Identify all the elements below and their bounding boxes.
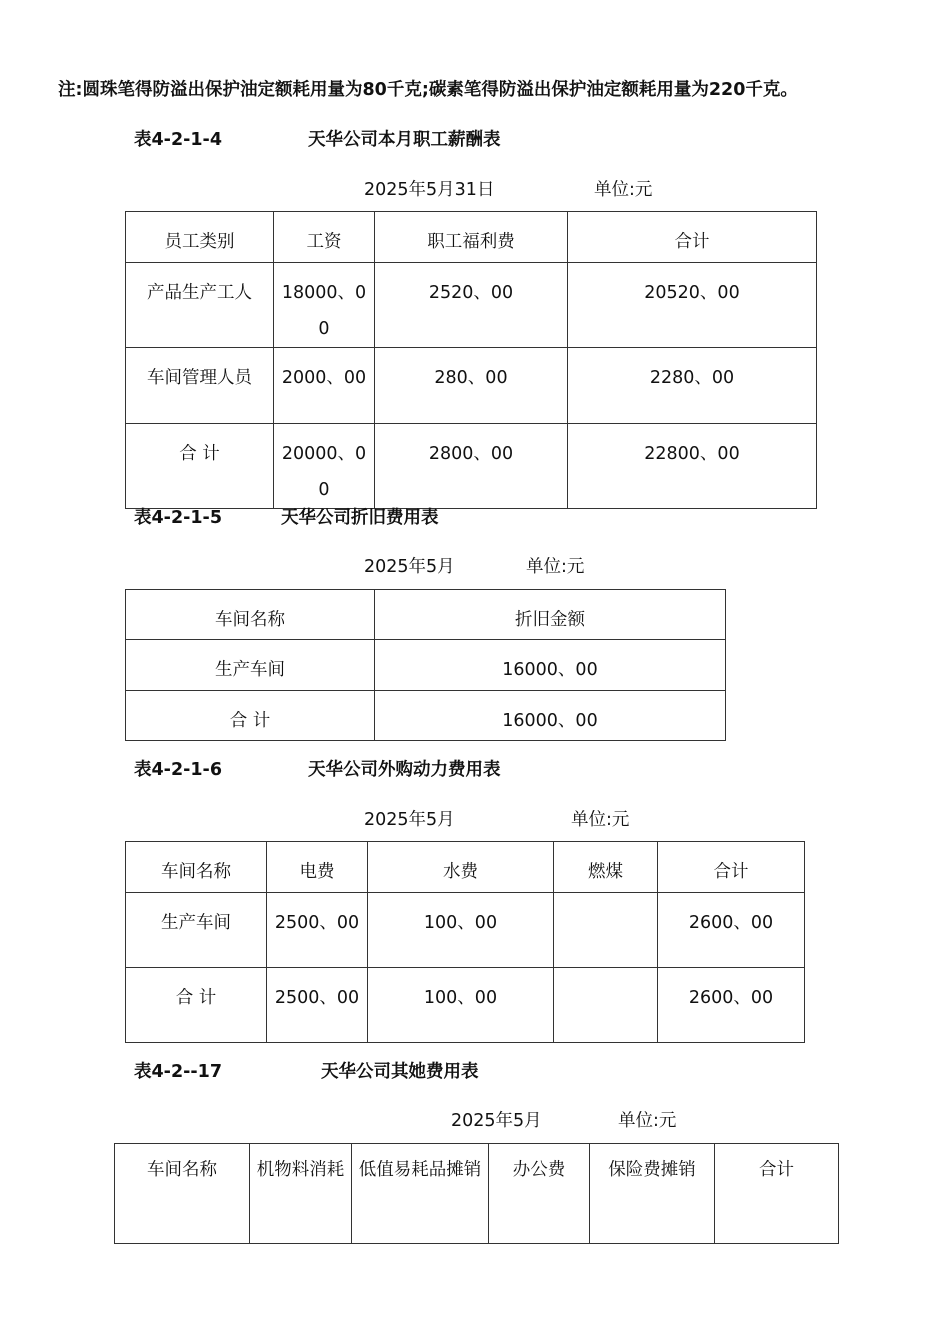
table-cell: 100、00 bbox=[368, 968, 554, 1043]
header-cell: 员工类别 bbox=[126, 212, 274, 263]
table-header-row bbox=[126, 590, 726, 640]
table-total-row bbox=[126, 424, 817, 509]
header-cell: 保险费摊销 bbox=[590, 1144, 715, 1244]
table-row bbox=[126, 893, 805, 968]
table-header-row bbox=[126, 842, 805, 893]
table-title: 天华公司折旧费用表 bbox=[281, 508, 439, 528]
table-title: 天华公司本月职工薪酬表 bbox=[308, 130, 501, 150]
header-cell: 合计 bbox=[715, 1144, 839, 1244]
table-unit: 单位:元 bbox=[618, 1111, 677, 1131]
table-cell: 20520、00 bbox=[568, 263, 817, 348]
header-cell: 办公费 bbox=[489, 1144, 590, 1244]
table-cell: 2500、00 bbox=[267, 968, 368, 1043]
table-total-row bbox=[126, 691, 726, 741]
table-cell: 280、00 bbox=[375, 348, 568, 424]
table-cell bbox=[554, 893, 658, 968]
table-date: 2025年5月 bbox=[364, 557, 455, 577]
table-number: 表4-2-1-6 bbox=[134, 760, 222, 780]
other-expenses-table bbox=[114, 1143, 839, 1244]
table-cell: 车间管理人员 bbox=[126, 348, 274, 424]
table-cell: 20000、00 bbox=[274, 424, 375, 509]
table-number: 表4-2-1-5 bbox=[134, 508, 222, 528]
table-total-row bbox=[126, 968, 805, 1043]
table-unit: 单位:元 bbox=[571, 810, 630, 830]
table-cell: 22800、00 bbox=[568, 424, 817, 509]
table-row bbox=[126, 263, 817, 348]
header-cell: 折旧金额 bbox=[375, 590, 726, 640]
table-title: 天华公司外购动力费用表 bbox=[308, 760, 501, 780]
header-cell: 车间名称 bbox=[115, 1144, 250, 1244]
header-cell: 车间名称 bbox=[126, 842, 267, 893]
header-cell: 低值易耗品摊销 bbox=[352, 1144, 489, 1244]
table-cell: 2280、00 bbox=[568, 348, 817, 424]
table-number: 表4-2-1-4 bbox=[134, 130, 222, 150]
table-title: 天华公司其她费用表 bbox=[321, 1062, 479, 1082]
header-cell: 机物料消耗 bbox=[250, 1144, 352, 1244]
table-cell: 18000、00 bbox=[274, 263, 375, 348]
table-cell: 合 计 bbox=[126, 968, 267, 1043]
header-cell: 燃煤 bbox=[554, 842, 658, 893]
table-cell bbox=[554, 968, 658, 1043]
table-cell: 2600、00 bbox=[658, 968, 805, 1043]
table-cell: 生产车间 bbox=[126, 893, 267, 968]
table-header-row bbox=[126, 212, 817, 263]
header-cell: 水费 bbox=[368, 842, 554, 893]
table-cell: 16000、00 bbox=[375, 640, 726, 691]
note-text: 注:圆珠笔得防溢出保护油定额耗用量为80千克;碳素笔得防溢出保护油定额耗用量为220千克。 bbox=[58, 80, 798, 100]
depreciation-table bbox=[125, 589, 726, 741]
table-cell: 合 计 bbox=[126, 691, 375, 741]
table-cell: 16000、00 bbox=[375, 691, 726, 741]
table-date: 2025年5月 bbox=[451, 1111, 542, 1131]
header-cell: 车间名称 bbox=[126, 590, 375, 640]
table-date: 2025年5月31日 bbox=[364, 180, 495, 200]
table-date: 2025年5月 bbox=[364, 810, 455, 830]
table-cell: 2520、00 bbox=[375, 263, 568, 348]
table-header-row bbox=[115, 1144, 839, 1244]
table-cell: 产品生产工人 bbox=[126, 263, 274, 348]
utilities-table bbox=[125, 841, 805, 1043]
table-number: 表4-2--17 bbox=[134, 1062, 222, 1082]
header-cell: 工资 bbox=[274, 212, 375, 263]
table-cell: 2500、00 bbox=[267, 893, 368, 968]
table-cell: 生产车间 bbox=[126, 640, 375, 691]
header-cell: 职工福利费 bbox=[375, 212, 568, 263]
table-cell: 2800、00 bbox=[375, 424, 568, 509]
header-cell: 电费 bbox=[267, 842, 368, 893]
table-unit: 单位:元 bbox=[594, 180, 653, 200]
table-row bbox=[126, 348, 817, 424]
header-cell: 合计 bbox=[658, 842, 805, 893]
table-cell: 合 计 bbox=[126, 424, 274, 509]
table-unit: 单位:元 bbox=[526, 557, 585, 577]
table-cell: 2600、00 bbox=[658, 893, 805, 968]
salary-table bbox=[125, 211, 817, 509]
table-cell: 100、00 bbox=[368, 893, 554, 968]
table-cell: 2000、00 bbox=[274, 348, 375, 424]
table-row bbox=[126, 640, 726, 691]
header-cell: 合计 bbox=[568, 212, 817, 263]
